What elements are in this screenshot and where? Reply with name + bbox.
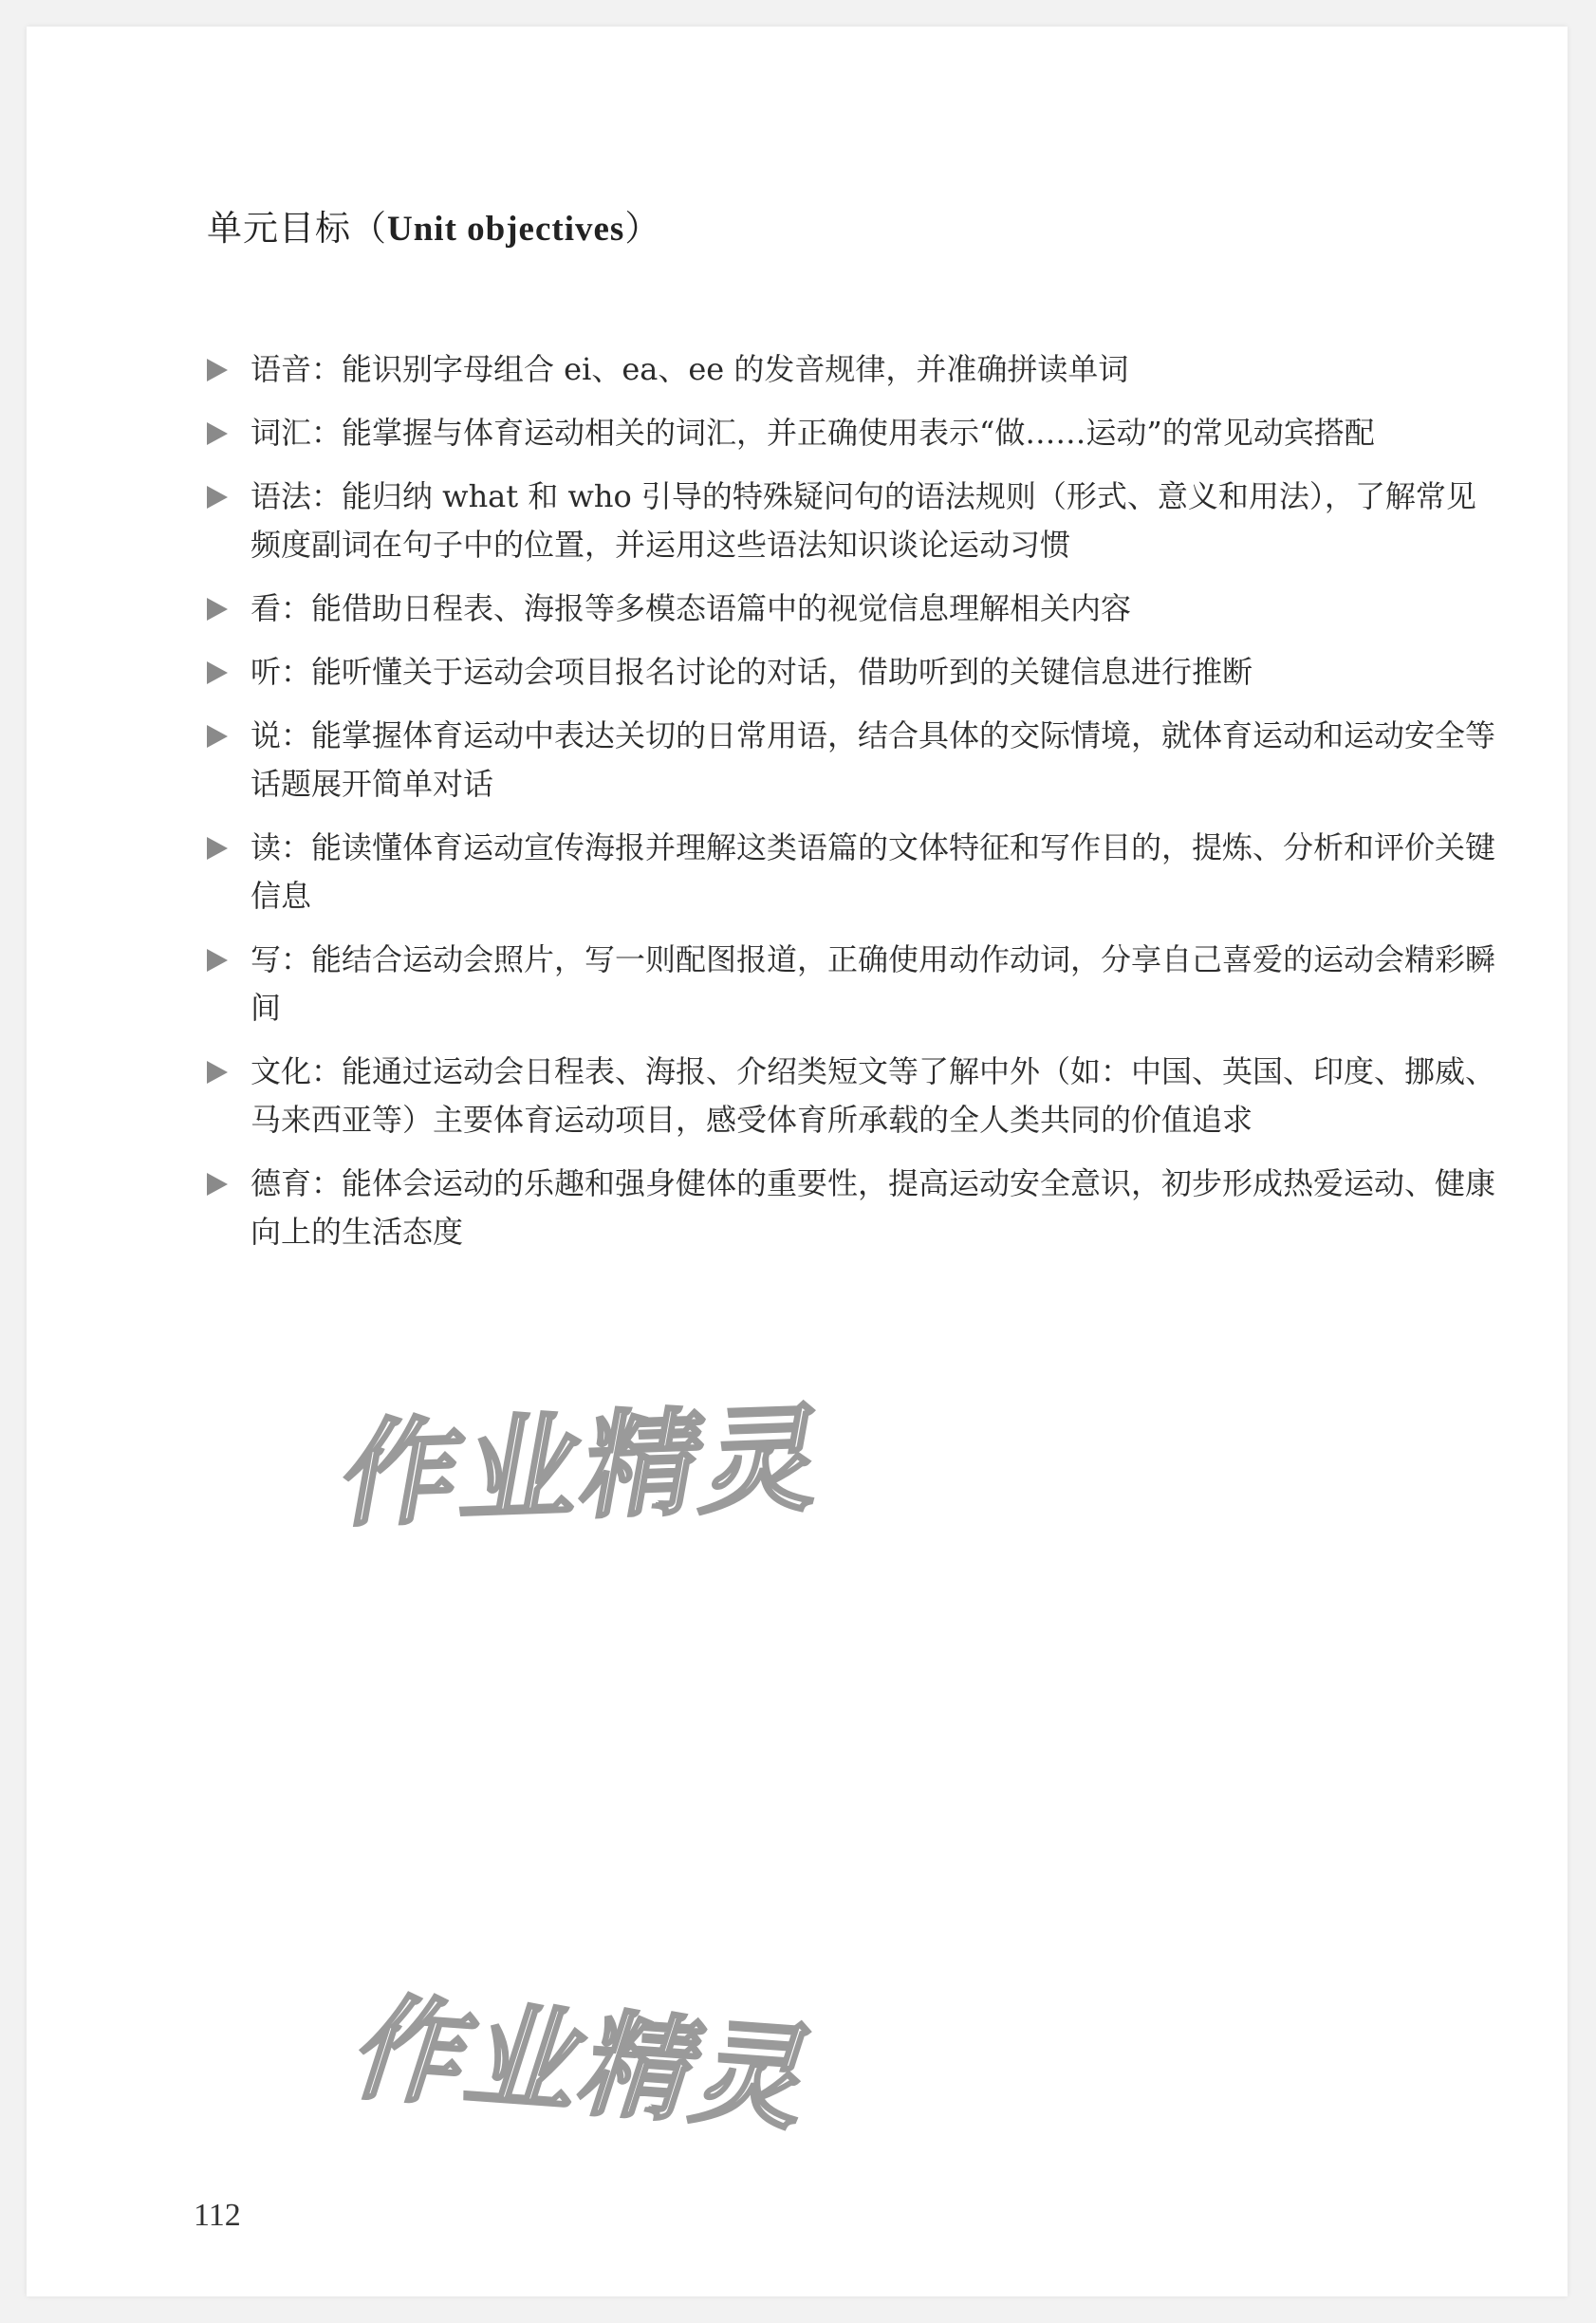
objective-text: 语法：能归纳 what 和 who 引导的特殊疑问句的语法规则（形式、意义和用法），了解常见频度副词在句子中的位置，并运用这些语法知识谈论运动习惯 (251, 478, 1476, 563)
section-title-en: Unit objectives (387, 210, 625, 249)
triangle-bullet-icon (207, 598, 228, 621)
objective-item (205, 936, 1505, 1032)
objective-text: 写：能结合运动会照片，写一则配图报道，正确使用动作动词，分享自己喜爱的运动会精彩瞬间 (251, 941, 1496, 1026)
objective-item (205, 1048, 1505, 1144)
watermark: 作业精灵 (339, 1982, 835, 2146)
objective-text: 德育：能体会运动的乐趣和强身健体的重要性，提高运动安全意识，初步形成热爱运动、健康向上的生活态度 (251, 1165, 1496, 1250)
section-title (207, 199, 660, 251)
objective-item (205, 585, 1505, 633)
objective-item (205, 473, 1505, 569)
objective-item (205, 824, 1505, 920)
triangle-bullet-icon (207, 837, 228, 860)
objective-text: 看：能借助日程表、海报等多模态语篇中的视觉信息理解相关内容 (251, 590, 1132, 626)
triangle-bullet-icon (207, 1061, 228, 1084)
triangle-bullet-icon (207, 359, 228, 381)
section-title-zh: 单元目标 (207, 208, 351, 249)
objectives-list (205, 345, 1505, 1272)
section-title-open-paren: （ (351, 208, 387, 249)
triangle-bullet-icon (207, 1173, 228, 1196)
objective-text: 词汇：能掌握与体育运动相关的词汇，并正确使用表示“做……运动”的常见动宾搭配 (251, 415, 1375, 451)
triangle-bullet-icon (207, 661, 228, 684)
triangle-bullet-icon (207, 486, 228, 509)
objective-text: 文化：能通过运动会日程表、海报、介绍类短文等了解中外（如：中国、英国、印度、挪威、马来西亚等）主要体育运动项目，感受体育所承载的全人类共同的价值追求 (251, 1053, 1496, 1138)
watermark: 作业精灵 (331, 1391, 838, 1543)
textbook-page (27, 27, 1568, 2296)
section-title-close-paren: ） (624, 208, 661, 249)
objective-item (205, 409, 1505, 457)
triangle-bullet-icon (207, 422, 228, 445)
triangle-bullet-icon (207, 949, 228, 972)
objective-item (205, 1160, 1505, 1256)
objective-text: 说：能掌握体育运动中表达关切的日常用语，结合具体的交际情境，就体育运动和运动安全等话题展开简单对话 (251, 717, 1496, 802)
page-number: 112 (194, 2198, 241, 2233)
objective-text: 读：能读懂体育运动宣传海报并理解这类语篇的文体特征和写作目的，提炼、分析和评价关键信息 (251, 829, 1496, 914)
objective-item (205, 345, 1505, 394)
objective-text: 语音：能识别字母组合 ei、ea、ee 的发音规律，并准确拼读单词 (251, 351, 1129, 387)
objective-item (205, 712, 1505, 808)
triangle-bullet-icon (207, 725, 228, 748)
objective-text: 听：能听懂关于运动会项目报名讨论的对话，借助听到的关键信息进行推断 (251, 654, 1253, 690)
objective-item (205, 648, 1505, 697)
